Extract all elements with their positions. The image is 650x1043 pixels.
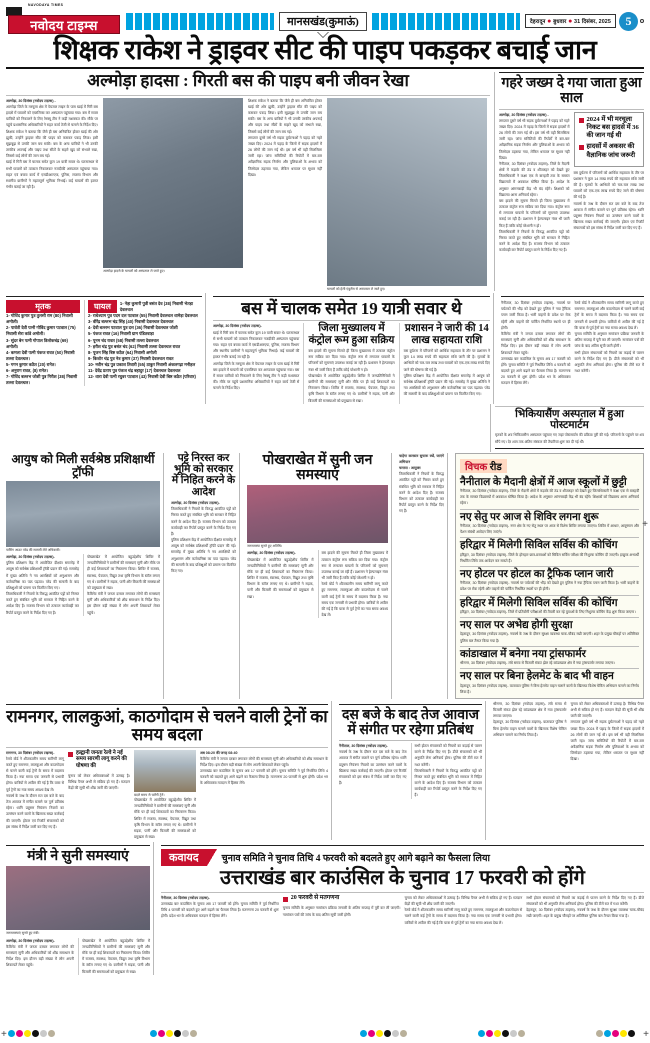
year-cont-body-2: रेलवे बोर्ड ने शीतकालीन समय सारिणी लागू करते हुए रामनगर, लालकुआं और काठगोदाम से चलने वाली कई ट्रेनों के समय में बदलाव किया है। नया समय एक जनवरी से प्रभावी होगा। यात्रियों से अपील की गई है कि यात्रा से पूर्व ट्रेनों का नया समय अवश्य देख लें। (574, 301, 644, 330)
registration-dots (596, 1030, 635, 1037)
year-body-3: बस हादसे की सूचना मिलते ही जिला मुख्यालय में तत्काल कंट्रोल रूम सक्रिय कर दिया गया। कंट्रोल रूम से लगातार घायलों के परिजनों को सूचनाएं उपलब्ध कराई जा रही हैं। प्रशासन ने हेल्पलाइन नंबर भी जारी किए हैं ताकि कोई परेशानी न हो। (499, 198, 570, 228)
page-number-badge: 5 (619, 12, 638, 31)
ayush-dateline: अल्मोड़ा, 30 दिसंबर (नवोदय टाइम्स)- (6, 555, 55, 560)
train-text-col-1 (6, 750, 64, 841)
train-text-col-4 (200, 750, 328, 841)
minister-headline: मंत्री ने सुनी समस्याएं (27, 849, 129, 865)
bar-text-col-3 (405, 895, 523, 926)
train-dateline: रामनगर, 30 दिसंबर (नवोदय टाइम्स)- (6, 750, 55, 755)
train-body: रेलवे बोर्ड ने शीतकालीन समय सारिणी लागू करते हुए रामनगर, लालकुआं और काठगोदाम से चलने वाली कई ट्रेनों के समय में बदलाव किया है। नया समय एक जनवरी से प्रभावी होगा। यात्रियों से अपील की गई है कि यात्रा से पूर्व ट्रेनों का नया समय अवश्य देख लें। (6, 756, 64, 792)
kicker-slant-icon (207, 849, 217, 866)
pokhra-story (244, 453, 392, 699)
list-item: 4- कमला देवी पत्नी पंकज रावत (50) निवासी तल्ला देवलथल। (6, 349, 75, 361)
music-headline: दस बजे के बाद तेज आवाज में संगीत पर रहेगा प्रतिबंध (341, 707, 480, 738)
bar-body-3: चुनाव को लेकर अधिवक्ताओं में उत्साह है। विभिन्न पैनल अभी से सक्रिय हो गए हैं। मतदान केंद्रों की सूची भी शीघ्र जारी की जाएगी। (404, 895, 523, 906)
bar-council-kicker-text: चुनाव समिति ने चुनाव तिथि 4 फरवरी को बदलते हुए आगे बढ़ाने का फैसला लिया (221, 854, 490, 865)
year-body-4: जिलाधिकारी ने नियमों के विरुद्ध आवंटित पट्टों को निरस्त करते हुए संबंधित भूमि को सरकार में निहित करने के आदेश दिए हैं। राजस्व विभाग को तत्काल कार्यवाही कर रिपोर्ट प्रस्तुत करने के निर्देश दिए गए हैं। (499, 229, 570, 253)
pokhra-side-head: चाहेगा कलस्टर सुचारू रखें, जाएंगे अभियान (399, 453, 444, 464)
quick-read-tag (460, 457, 639, 475)
list-item: 6- पूनम चंद रावत (58) निवासी तल्ला देवलथल (88, 337, 159, 343)
square-bullet-icon (579, 145, 584, 150)
bus-body-x: अल्मोड़ा जिले के मरचूला क्षेत्र में पेयजल लाइन के पास खाई में गिरी बस हादसे में घायलों को एयरलिफ्ट कर अस्पताल पहुंचाया गया। बस में सवार यात्रियों को निकालने के लिए रेस्क्यू टीम ने कड़ी मशक्कत की। मौके पर पहुंचे प्रशासनिक अधिकारियों ने राहत कार्य तेजी से चलाने के निर्देश दिए। (213, 361, 300, 391)
registration-dots (8, 1030, 55, 1037)
lead-body-2b: लगातार दूसरे वर्ष भी सड़क दुर्घटनाओं ने पहाड़ को गहरे जख्म दिए। 2024 में पहाड़ के जिलों में सड़क हादसों में 26 लोगों की जान गई थी। इस वर्ष भी वही सिलसिला जारी रहा। जांच समितियों की रिपोर्टों में बार-बार अवैज्ञानिक सड़क निर्माण और पुलियाओं के अभाव को जिम्मेदार ठहराया गया, लेकिन धरातल पर सुधार नहीं दिखा। (248, 135, 322, 177)
train-photo-wrap (134, 750, 196, 841)
pokhra-side-body: जिलाधिकारी ने नियमों के विरुद्ध आवंटित पट्टों को निरस्त करते हुए संबंधित भूमि को सरकार में निहित करने के आदेश दिए हैं। राजस्व विभाग को तत्काल कार्यवाही कर रिपोर्ट प्रस्तुत करने के निर्देश दिए गए हैं। (399, 472, 444, 514)
list-item: 9- किशोर चंद्र पुत्र नेत्र कुमार (37) निवासी देवलथल रावत (88, 355, 174, 361)
list-item: 12- धारा देवी पत्नी रघुवर पटवाल (43) निवासी देवी बिष्ट कठैत (परिवार) (88, 374, 196, 380)
train-headline: रामनगर, लालकुआं, काठगोदाम से चलने वाली ट्रेनों का समय बदला (6, 706, 328, 745)
quick-read-tag-label (460, 459, 507, 473)
dead-list-header: मृतक (6, 300, 80, 313)
bar-body-2: चुनाव समिति के अनुसार नामांकन प्रक्रिया जनवरी के अंतिम सप्ताह में पूरी कर ली जाएगी। नामांकन पत्रों की जांच के बाद अंतिम सूची जारी होगी। (282, 906, 401, 917)
pokhra-caption: जनसमस्या सुनते हुए अतिथि। (247, 543, 283, 548)
ayush-photo (6, 481, 160, 547)
bus-sub-1-head: जिला मुख्यालय में कंट्रोल रूम हुआ सक्रिय (308, 323, 395, 346)
patta-dateline: अल्मोड़ा, 30 दिसंबर (नवोदय टाइम्स)- (171, 501, 220, 505)
year-bullet-box (574, 112, 645, 167)
dateline-sep-2: ● (568, 18, 573, 26)
pokhra-side-sub: चलाया : आयुक्त (399, 466, 421, 471)
bar-body-3b: रेलवे बोर्ड ने शीतकालीन समय सारिणी लागू करते हुए रामनगर, लालकुआं और काठगोदाम से चलने वाली कई ट्रेनों के समय में बदलाव किया है। नया समय एक जनवरी से प्रभावी होगा। यात्रियों से अपील की गई है कि यात्रा से पूर्व ट्रेनों का नया समय अवश्य देख लें। (404, 908, 523, 925)
pokhra-body: पोखराखेत में आयोजित बहुउद्देशीय शिविर में जनप्रतिनिधियों ने ग्रामीणों की समस्याएं सुनीं और मौके पर ही कई शिकायतों का निस्तारण किया। शिविर में राजस्व, स्वास्थ्य, पेयजल, विद्युत तथा कृषि विभाग के स्टॉल लगाए गए थे। ग्रामीणों ने सड़क, पानी और बिजली की समस्याओं को प्रमुखता से रखा। (247, 557, 314, 599)
quick-item-head[interactable]: हरिद्वार में मिलेगी सिविल सर्विस की कोचिंग (460, 597, 618, 609)
year-bullet-item (579, 116, 640, 141)
train-right-note: अब 08:20 की जगह 08:40 (200, 750, 238, 755)
crop-mark-icon: + (1, 1029, 7, 1040)
bus-sub-1-body-2: पोखराखेत में आयोजित बहुउद्देशीय शिविर में जनप्रतिनिधियों ने ग्रामीणों की समस्याएं सुनीं और मौके पर ही कई शिकायतों का निस्तारण किया। शिविर में राजस्व, स्वास्थ्य, पेयजल, विद्युत तथा कृषि विभाग के स्टॉल लगाए गए थे। ग्रामीणों ने सड़क, पानी और बिजली की समस्याओं को प्रमुखता से रखा। (308, 373, 395, 403)
bus-sub-2 (399, 323, 490, 403)
quick-item-body: हरिद्वार, 30 दिसंबर (नवोदय टाइम्स)- जिले में प्रतियोगी परीक्षाओं की तैयारी कर रहे युवाओं के लिए निशुल्क कोचिंग केंद्र शुरू किया जाएगा। (460, 609, 636, 614)
ayush-text-col-1 (6, 554, 79, 616)
bar-council-kicker (161, 849, 644, 866)
bar-council-kicker-tag: कवायद (161, 849, 207, 866)
train-bullet-col (68, 750, 130, 841)
quick-item-head[interactable]: नए साल पर अभेद्य होगी सुरक्षा (460, 620, 573, 632)
lead-photo-left-caption: अल्मोड़ा हादसे के घायलों को अस्पताल ले जाते हुए। (103, 268, 165, 273)
lead-text-col-1 (6, 98, 98, 291)
minister-body: कैबिनेट मंत्री ने जनता दरबार लगाकर लोगों की समस्याएं सुनीं और अधिकारियों को शीघ्र समाधान के निर्देश दिए। इस दौरान बड़ी संख्या में लोग अपनी शिकायतें लेकर पहुंचे। (6, 944, 74, 968)
pokhra-dateline: अल्मोड़ा, 30 दिसंबर (नवोदय टाइम्स)- (247, 551, 296, 556)
train-body-4b: उत्तराखंड बार काउंसिल के चुनाव अब 17 फरवरी को होंगे। चुनाव समिति ने पूर्व निर्धारित तिथि 4 फरवरी को बदलते हुए आगे बढ़ाने का फैसला लिया है। मतगणना 20 फरवरी से शुरू होगी। प्रदेश भर के अधिवक्ता मतदान में हिस्सा लेंगे। (200, 769, 328, 786)
masthead (6, 0, 644, 34)
quick-item-body: श्रीनगर, 30 दिसंबर (नवोदय टाइम्स)- लंबे समय से बिजली संकट झेल रहे कांडाखाल क्षेत्र में नया ट्रांसफार्मर लगाया जाएगा। (460, 661, 615, 666)
year-bullet-text-2: हादसों में अकसर की वैज्ञानिक जांच जरूरी (586, 143, 636, 159)
list-item: 3- वीरेंद्र बल्लभ चंद्र सिंह (40) निवासी देवलथल देवलथल (88, 319, 174, 325)
logo-latin-tag: NAVODAYA TIMES (28, 3, 64, 7)
lead-dateline: अल्मोड़ा, 30 दिसंबर (नवोदय टाइम्स) - (6, 98, 56, 103)
bus-dateline: अल्मोड़ा, 30 दिसंबर (नवोदय टाइम्स)- (213, 324, 262, 329)
list-item: 7- गोविंद बल्लभ जोशी पुत्र गिरीश (38) निवासी तल्ला देवलथल। (6, 374, 78, 386)
train-caption: बदले समय से चलेंगी ट्रेनें। (134, 792, 165, 797)
pokhra-photo (247, 485, 388, 543)
lead-body-2: शिक्षक राकेश ने बताया कि जैसे ही बस अनियंत्रित होकर खाई की ओर झुकी, उन्होंने ड्राइवर सीट की पाइप को कसकर पकड़ लिया। इसी सूझबूझ से उनकी जान बच सकी। बस के अन्य यात्रियों ने भी उनकी तरकीब अपनाई और पाइप तथा सीटों के सहारे खुद को संभाले रखा, जिससे कई लोगों की जान बच गई। (248, 98, 322, 134)
minister-caption: जनसमस्याएं सुनते हुए मंत्री। (6, 931, 40, 936)
ayush-story (6, 453, 164, 699)
ayush-body-2: पोखराखेत में आयोजित बहुउद्देशीय शिविर में जनप्रतिनिधियों ने ग्रामीणों की समस्याएं सुनीं और मौके पर ही कई शिकायतों का निस्तारण किया। शिविर में राजस्व, स्वास्थ्य, पेयजल, विद्युत तथा कृषि विभाग के स्टॉल लगाए गए थे। ग्रामीणों ने सड़क, पानी और बिजली की समस्याओं को प्रमुखता से रखा। (87, 555, 160, 590)
quick-read-tag-part1: विचक (465, 461, 488, 473)
pokhra-side-note (396, 453, 448, 699)
quick-item-body: देहरादून, 30 दिसंबर (नवोदय टाइम्स)- नववर्ष के जश्न के दौरान सुरक्षा व्यवस्था चाक-चौबंद रखी जाएगी। शहर के प्रमुख चौराहों पर अतिरिक्त पुलिस बल तैनात किया गया है। (460, 632, 639, 643)
logo-wordmark: नवोदय टाइम्स (8, 15, 120, 34)
injured-list-header: घायल (88, 300, 117, 313)
bus-sub-2-body-2: पुलिस प्रशिक्षण केंद्र में आयोजित दीक्षांत समारोह में आयुष को सर्वश्रेष्ठ प्रशिक्षार्थी ट्रॉफी प्रदान की गई। समारोह में मुख्य अतिथि ने नव आरक्षियों को अनुशासन और कर्तव्यनिष्ठा का पाठ पढ़ाया। परेड की सलामी के बाद प्रशिक्षुओं को प्रमाण पत्र वितरित किए गए। (403, 373, 490, 397)
list-item: 8- पूजन सिंह बिष्ट कठैत (64) निवासी अमोली (88, 349, 157, 355)
patta-story (168, 453, 240, 699)
year-body: लगातार दूसरे वर्ष भी सड़क दुर्घटनाओं ने पहाड़ को गहरे जख्म दिए। 2024 में पहाड़ के जिलों में सड़क हादसों में 26 लोगों की जान गई थी। इस वर्ष भी वही सिलसिला जारी रहा। जांच समितियों की रिपोर्टों में बार-बार अवैज्ञानिक सड़क निर्माण और पुलियाओं के अभाव को जिम्मेदार ठहराया गया, लेकिन धरातल पर सुधार नहीं दिखा। (499, 118, 570, 160)
lead-subheadline: अल्मोड़ा हादसा : गिरती बस की पाइप बनी जीवन रेखा (87, 71, 409, 91)
music-body-2: सभी होटल संचालकों को नियमों का कड़ाई से पालन करने के निर्देश दिए गए हैं। डीजे संचालकों को भी अनुमति लेना अनिवार्य होगा। पुलिस की टीमें रात में गश्त करेंगी। (414, 744, 482, 767)
right-cont-col-1 (493, 701, 567, 763)
list-item: 2- पार्वती देवी पत्नी गोविंद कुमार पटवाल (75) निवासी सेरा कांडे अमोली। (6, 325, 76, 337)
bar-bullet-text: 20 फरवरी से मतगणना (290, 894, 340, 901)
bar-text-col-4 (526, 895, 644, 926)
minister-dateline: अल्मोड़ा, 30 दिसंबर (नवोदय टाइम्स)- (6, 938, 55, 943)
minister-text-col-1 (6, 938, 74, 975)
bar-bullet-col (283, 895, 401, 926)
year-cont-body-2b: चुनाव समिति के अनुसार नामांकन प्रक्रिया जनवरी के अंतिम सप्ताह में पूरी कर ली जाएगी। नामांकन पत्रों की जांच के बाद अंतिम सूची जारी होगी। (574, 331, 644, 349)
year-cont-col-1 (501, 300, 571, 386)
year-continue (498, 293, 644, 404)
fifth-block (6, 842, 644, 975)
year-cont-body-1c: उत्तराखंड बार काउंसिल के चुनाव अब 17 फरवरी को होंगे। चुनाव समिति ने पूर्व निर्धारित तिथि 4 फरवरी को बदलते हुए आगे बढ़ाने का फैसला लिया है। मतगणना 20 फरवरी से शुरू होगी। प्रदेश भर के अधिवक्ता मतदान में हिस्सा लेंगे। (501, 356, 571, 386)
year-cont-body-2c: सभी होटल संचालकों को नियमों का कड़ाई से पालन करने के निर्देश दिए गए हैं। डीजे संचालकों को भी अनुमति लेना अनिवार्य होगा। पुलिस की टीमें रात में गश्त करेंगी। (574, 350, 644, 374)
quick-item-head[interactable]: नए सेतु पर आज से शिविर लगना शुरू (460, 511, 599, 523)
pokhra-text-col-2 (318, 550, 389, 618)
minister-text-col-2 (78, 938, 150, 975)
lead-photo-right (327, 98, 487, 286)
list-item: 6- अनुराग रावत, (8) रानेत। (6, 367, 48, 373)
postmortem-headline: भिकियासैंण अस्पताल में हुआ पोस्टमार्टम (515, 408, 624, 432)
list-item: 1- नेहा कुमारी पुत्री बसंत देव (38) निवासी भेतड़ा देवलथल (119, 300, 193, 312)
quick-item-body: हरिद्वार, 30 दिसंबर (नवोदय टाइम्स)- जिले के होनहार छात्र-छात्राओं को सिविल सर्विस परीक्षा की निशुल्क कोचिंग दी जाएगी। इच्छुक अभ्यर्थी निर्धारित तिथि तक आवेदन कर सकते हैं। (460, 552, 639, 563)
registration-dots (150, 1030, 197, 1037)
list-item: 5- गगन कुमार कठैत (20) रानेत। (6, 361, 56, 367)
stripe-bar-left (126, 13, 274, 30)
injured-list (84, 300, 202, 386)
list-item: 5- पंकज रावत (16) निवासी ग्राम पंडितवाड़ा (88, 331, 154, 337)
lead-body-1c: खाई में गिरी बस में चालक समेत कुल 19 यात्री सवार थे। घटनास्थल से सभी घायलों को तत्काल निकालकर नजदीकी अस्पताल पहुंचाया गया। राहत एवं बचाव कार्य में एसडीआरएफ, पुलिस, राजस्व विभाग और स्थानीय ग्रामीणों ने महत्वपूर्ण भूमिका निभाई। कई घायलों की हालत गंभीर बताई जा रही है। (6, 160, 98, 190)
quick-item-head[interactable]: नैनीताल के मैदानी क्षेत्रों में आज स्कूलों में छुट्टी (460, 476, 627, 488)
registration-dots (360, 1030, 407, 1037)
year-headline: गहरे जख्म दे गया जाता हुआ साल (501, 76, 642, 107)
music-story (336, 701, 486, 840)
postmortem-block (490, 404, 644, 452)
patta-body: जिलाधिकारी ने नियमों के विरुद्ध आवंटित पट्टों को निरस्त करते हुए संबंधित भूमि को सरकार में निहित करने के आदेश दिए हैं। राजस्व विभाग को तत्काल कार्यवाही कर रिपोर्ट प्रस्तुत करने के निर्देश दिए गए हैं। (171, 507, 236, 536)
train-body-3: पोखराखेत में आयोजित बहुउद्देशीय शिविर में जनप्रतिनिधियों ने ग्रामीणों की समस्याएं सुनीं और मौके पर ही कई शिकायतों का निस्तारण किया। शिविर में राजस्व, स्वास्थ्य, पेयजल, विद्युत तथा कृषि विभाग के स्टॉल लगाए गए थे। ग्रामीणों ने सड़क, पानी और बिजली की समस्याओं को प्रमुखता से रखा। (134, 798, 196, 840)
dead-list (6, 300, 80, 386)
bar-text-col-1 (161, 895, 279, 926)
quick-read-tag-part2: रीड (489, 461, 502, 473)
train-photo (134, 750, 196, 792)
bus-sub-1-body: बस हादसे की सूचना मिलते ही जिला मुख्यालय में तत्काल कंट्रोल रूम सक्रिय कर दिया गया। कंट्रोल रूम से लगातार घायलों के परिजनों को सूचनाएं उपलब्ध कराई जा रही हैं। प्रशासन ने हेल्पलाइन नंबर भी जारी किए हैं ताकि कोई परेशानी न हो। (308, 349, 395, 372)
top-block (6, 72, 644, 291)
lead-headline: शिक्षक राकेश ने ड्राइवर सीट की पाइप पकड़कर बचाई जान (6, 34, 644, 69)
dateline-city: देहरादून (529, 18, 546, 25)
quick-read-box (455, 453, 644, 699)
bus-text-col-1 (213, 323, 299, 403)
quick-item-body: नैनीताल, 30 दिसंबर (नवोदय टाइम्स)- जिले के मैदानी क्षेत्रों में कड़ाके की ठंड व शीतलहर को देखते हुए जिलाधिकारी ने कक्षा एक से बारहवीं तक के समस्त विद्यालयों में अवकाश घोषित किया है। आदेश के अनुसार आंगनबाड़ी केंद्र भी बंद रहेंगे। शिक्षकों को विद्यालय आना अनिवार्य रहेगा। (460, 489, 639, 506)
square-bullet-icon (579, 118, 584, 123)
lead-photo-left-wrap (103, 98, 243, 291)
right-cont-body-1: श्रीनगर, 30 दिसंबर (नवोदय टाइम्स)- लंबे समय से बिजली संकट झेल रहे कांडाखाल क्षेत्र में नया ट्रांसफार्मर लगाया जाएगा। (493, 701, 567, 719)
ayush-body-2b: कैबिनेट मंत्री ने जनता दरबार लगाकर लोगों की समस्याएं सुनीं और अधिकारियों को शीघ्र समाधान के निर्देश दिए। इस दौरान बड़ी संख्या में लोग अपनी शिकायतें लेकर पहुंचे। (87, 592, 160, 615)
quick-item-head[interactable]: नए होटल पर होटल का ट्रैफिक प्लान जारी (460, 568, 614, 580)
stripe-bar-right (372, 13, 520, 30)
pokhra-headline: पोखराखेत में सुनी जन समस्याएं (262, 452, 373, 483)
lead-story (6, 72, 490, 291)
registration-dots (478, 1030, 525, 1037)
music-text-col-1 (339, 743, 407, 799)
music-body-2b: जिलाधिकारी ने नियमों के विरुद्ध आवंटित पट्टों को निरस्त करते हुए संबंधित भूमि को सरकार में निहित करने के आदेश दिए हैं। राजस्व विभाग को तत्काल कार्यवाही कर रिपोर्ट प्रस्तुत करने के निर्देश दिए गए हैं। (414, 768, 482, 798)
dateline-sep-1: ● (547, 18, 552, 26)
minister-body-2: पोखराखेत में आयोजित बहुउद्देशीय शिविर में जनप्रतिनिधियों ने ग्रामीणों की समस्याएं सुनीं और मौके पर ही कई शिकायतों का निस्तारण किया। शिविर में राजस्व, स्वास्थ्य, पेयजल, विद्युत तथा कृषि विभाग के स्टॉल लगाए गए थे। ग्रामीणों ने सड़क, पानी और बिजली की समस्याओं को प्रमुखता से रखा। (82, 938, 150, 974)
year-dateline: अल्मोड़ा, 30 दिसंबर (नवोदय टाइम्स) - (499, 112, 549, 117)
lead-photo-right-wrap (327, 98, 487, 291)
bar-council-story (158, 842, 644, 975)
crop-mark-icon: + (643, 1029, 649, 1040)
list-item: 2- राधेश्याम पुत्र पदम दत्त पटवाल (55) निवासी देवलथल धामेड़ा देवलथल (88, 313, 198, 319)
quick-item-head[interactable]: हरिद्वार में मिलेगी सिविल सर्विस की कोचिंग (460, 540, 618, 552)
right-continue-block (490, 701, 644, 840)
list-item: 10- नवीन चंद्र पुत्र प्रकाश तिवारी (55) ठाकुर निवासी अंकलगढ़ा मनीहल (88, 361, 196, 367)
quick-item-head[interactable]: कांडाखाल में बनेगा नया ट्रांसफार्मर (460, 648, 586, 660)
year-bullet-item (579, 143, 640, 159)
year-body-side: बस दुर्घटना में परिजनों को आर्थिक सहायता के तौर पर प्रशासन ने कुल 14 लाख रुपये की सहायता राशि जारी की है। मृतकों के आश्रितों को चार-चार लाख तथा घायलों को एक-एक लाख रुपये दिए जाने की घोषणा की गई है। (573, 170, 644, 200)
registration-marks-bar (0, 1029, 650, 1041)
train-body-4: कैबिनेट मंत्री ने जनता दरबार लगाकर लोगों की समस्याएं सुनीं और अधिकारियों को शीघ्र समाधान के निर्देश दिए। इस दौरान बड़ी संख्या में लोग अपनी शिकायतें लेकर पहुंचे। (200, 756, 328, 767)
patta-headline: पट्टे निरस्त कर भूमि को सरकार में निहित करने के आदेश (171, 452, 236, 498)
end-register-dot (640, 19, 644, 23)
lead-body-1: अल्मोड़ा जिले के मरचूला क्षेत्र में पेयजल लाइन के पास खाई में गिरी बस हादसे में घायलों को एयरलिफ्ट कर अस्पताल पहुंचाया गया। बस में सवार यात्रियों को निकालने के लिए रेस्क्यू टीम ने कड़ी मशक्कत की। मौके पर पहुंचे प्रशासनिक अधिकारियों ने राहत कार्य तेजी से चलाने के निर्देश दिए। (6, 104, 98, 128)
list-item: 7- हरीश चंद्र पुत्र बसंत चंद (62) निवासी तल्ला देवलथल रावत (88, 343, 181, 349)
bar-dateline: नैनीताल, 30 दिसंबर (नवोदय टाइम्स)- (161, 895, 210, 900)
year-cont-body-1b: कैबिनेट मंत्री ने जनता दरबार लगाकर लोगों की समस्याएं सुनीं और अधिकारियों को शीघ्र समाधान के निर्देश दिए। इस दौरान बड़ी संख्या में लोग अपनी शिकायतें लेकर पहुंचे। (501, 331, 571, 355)
bar-bullet (283, 895, 401, 903)
year-body-side-2: नववर्ष के जश्न के दौरान रात दस बजे के बाद तेज आवाज में संगीत बजाने पर पूर्ण प्रतिबंध रहेगा। ध्वनि प्रदूषण नियंत्रण नियमों का उल्लंघन करने वालों के खिलाफ सख्त कार्रवाई की जाएगी। होटल एवं रिजॉर्ट संचालकों को इस संबंध में निर्देश जारी कर दिए गए हैं। (573, 201, 644, 231)
pokhra-body-2: बस हादसे की सूचना मिलते ही जिला मुख्यालय में तत्काल कंट्रोल रूम सक्रिय कर दिया गया। कंट्रोल रूम से लगातार घायलों के परिजनों को सूचनाएं उपलब्ध कराई जा रही हैं। प्रशासन ने हेल्पलाइन नंबर भी जारी किए हैं ताकि कोई परेशानी न हो। (321, 551, 388, 581)
publication-logo[interactable] (6, 3, 124, 34)
quick-item-body: देहरादून, 30 दिसंबर (नवोदय टाइम्स)- यातायात पुलिस ने बिना हेलमेट वाहन चलाने वालों के खिलाफ विशेष चेकिंग अभियान चलाने का निर्णय लिया है। (460, 683, 639, 694)
pokhra-body-2b: रेलवे बोर्ड ने शीतकालीन समय सारिणी लागू करते हुए रामनगर, लालकुआं और काठगोदाम से चलने वाली कई ट्रेनों के समय में बदलाव किया है। नया समय एक जनवरी से प्रभावी होगा। यात्रियों से अपील की गई है कि यात्रा से पूर्व ट्रेनों का नया समय अवश्य देख लें। (321, 582, 388, 618)
bus-sub-2-head: प्रशासन ने जारी की 14 लाख सहायता राशि (404, 323, 489, 346)
edition-tab-notch (317, 31, 329, 37)
train-body-2: चुनाव को लेकर अधिवक्ताओं में उत्साह है। विभिन्न पैनल अभी से सक्रिय हो गए हैं। मतदान केंद्रों की सूची भी शीघ्र जारी की जाएगी। (68, 773, 130, 791)
crop-mark-icon: + (642, 519, 648, 530)
right-cont-body-2: चुनाव को लेकर अधिवक्ताओं में उत्साह है। विभिन्न पैनल अभी से सक्रिय हो गए हैं। मतदान केंद्रों की सूची भी शीघ्र जारी की जाएगी। (570, 701, 644, 719)
third-block (6, 453, 644, 699)
list-item: 1- गोविंद कुमार पुत्र तुलसी राम (80) निवासी अमोली। (6, 313, 73, 325)
music-body: नववर्ष के जश्न के दौरान रात दस बजे के बाद तेज आवाज में संगीत बजाने पर पूर्ण प्रतिबंध रहेगा। ध्वनि प्रदूषण नियंत्रण नियमों का उल्लंघन करने वालों के खिलाफ सख्त कार्रवाई की जाएगी। होटल एवं रिजॉर्ट संचालकों को इस संबंध में निर्देश जारी कर दिए गए हैं। (339, 750, 407, 786)
victims-block (6, 293, 206, 404)
bar-body-4b: देहरादून, 30 दिसंबर (नवोदय टाइम्स)- नववर्ष के जश्न के दौरान सुरक्षा व्यवस्था चाक-चौबंद रखी जाएगी। शहर के प्रमुख चौराहों पर अतिरिक्त पुलिस बल तैनात किया गया है। (526, 908, 644, 919)
lead-text-col-2 (248, 98, 322, 291)
bus-headline: बस में चालक समेत 19 यात्री सवार थे (241, 299, 462, 319)
year-cont-col-2 (575, 300, 645, 386)
quick-item-body: नैनीताल, 30 दिसंबर (नवोदय टाइम्स)- नगर क्षेत्र के नए सेतु स्थल पर आज से विशेष शिविर लगाया जाएगा। शिविर में आधार, आयुष्मान और पेंशन संबंधी आवेदन लिए जाएंगे। (460, 523, 639, 535)
postmortem-body: मृतकों के शव भिकियासैंण अस्पताल पहुंचाए गए जहां पोस्टमार्टम की प्रक्रिया पूरी की गई। परिजनों के पहुंचने पर शव सौंपे गए। देर शाम तक अंतिम संस्कार की तैयारियां शुरू कर दी गई थीं। (495, 433, 644, 444)
bar-council-headline: उत्तराखंड बार काउंसिल के चुनाव 17 फरवरी को होंगे (220, 867, 585, 890)
right-cont-body-1b: देहरादून, 30 दिसंबर (नवोदय टाइम्स)- यातायात पुलिस ने बिना हेलमेट वाहन चलाने वालों के खिलाफ विशेष चेकिंग अभियान चलाने का निर्णय लिया है। (493, 720, 567, 737)
lead-photo-right-caption: घायलों को हेली एंबुलेंस से अस्पताल ले जाते हुए। (327, 286, 386, 291)
minister-photo (6, 866, 150, 930)
ayush-text-col-2 (83, 554, 160, 616)
year-bullet-text-1: 2024 में भी मरचूला निकट बस हादसे में 36 की जान गई थी (586, 115, 639, 140)
pokhra-text-col-1 (247, 550, 314, 618)
lead-body-1b: शिक्षक राकेश ने बताया कि जैसे ही बस अनियंत्रित होकर खाई की ओर झुकी, उन्होंने ड्राइवर सीट की पाइप को कसकर पकड़ लिया। इसी सूझबूझ से उनकी जान बच सकी। बस के अन्य यात्रियों ने भी उनकी तरकीब अपनाई और पाइप तथा सीटों के सहारे खुद को संभाले रखा, जिससे कई लोगों की जान बच गई। (6, 129, 98, 159)
second-block (6, 293, 644, 404)
list-item: 11- देवेंद्र प्रताप पुत्र पंकज चंद्र बहादुर (17) देवलथल देवलथल (88, 367, 181, 373)
postmortem-strip (6, 404, 644, 452)
ayush-body: पुलिस प्रशिक्षण केंद्र में आयोजित दीक्षांत समारोह में आयुष को सर्वश्रेष्ठ प्रशिक्षार्थी ट्रॉफी प्रदान की गई। समारोह में मुख्य अतिथि ने नव आरक्षियों को अनुशासन और कर्तव्यनिष्ठा का पाठ पढ़ाया। परेड की सलामी के बाद प्रशिक्षुओं को प्रमाण पत्र वितरित किए गए। (6, 561, 79, 590)
patta-body-2: पुलिस प्रशिक्षण केंद्र में आयोजित दीक्षांत समारोह में आयुष को सर्वश्रेष्ठ प्रशिक्षार्थी ट्रॉफी प्रदान की गई। समारोह में मुख्य अतिथि ने नव आरक्षियों को अनुशासन और कर्तव्यनिष्ठा का पाठ पढ़ाया। परेड की सलामी के बाद प्रशिक्षुओं को प्रमाण पत्र वितरित किए गए। (171, 538, 236, 573)
year-story (494, 72, 644, 291)
train-body-b: नववर्ष के जश्न के दौरान रात दस बजे के बाद तेज आवाज में संगीत बजाने पर पूर्ण प्रतिबंध रहेगा। ध्वनि प्रदूषण नियंत्रण नियमों का उल्लंघन करने वालों के खिलाफ सख्त कार्रवाई की जाएगी। होटल एवं रिजॉर्ट संचालकों को इस संबंध में निर्देश जारी कर दिए गए हैं। (6, 793, 64, 829)
bar-body-4: सभी होटल संचालकों को नियमों का कड़ाई से पालन करने के निर्देश दिए गए हैं। डीजे संचालकों को भी अनुमति लेना अनिवार्य होगा। पुलिस की टीमें रात में गश्त करेंगी। (526, 895, 644, 906)
year-bullets-col (574, 112, 645, 254)
bus-sub-1 (303, 323, 394, 403)
dateline-date: 31 दिसंबर, 2025 (574, 18, 611, 25)
ayush-caption: पासिंग आउट परेड की सलामी लेते अधिकारी। (6, 547, 61, 552)
list-item: 3- सुंदर बेन पत्नी गोपाल त्रिलोकचंद्र (69) अमोली। (6, 337, 68, 349)
ayush-body-b: जिलाधिकारी ने नियमों के विरुद्ध आवंटित पट्टों को निरस्त करते हुए संबंधित भूमि को सरकार में निहित करने के आदेश दिए हैं। राजस्व विभाग को तत्काल कार्यवाही कर रिपोर्ट प्रस्तुत करने के निर्देश दिए गए हैं। (6, 592, 79, 615)
train-bullet-text: हल्द्वानी जनता रेल्वे ने नई समय सारणी लागू करने की घोषणा की (76, 749, 127, 770)
year-body-2: नैनीताल, 30 दिसंबर (नवोदय टाइम्स)- जिले के मैदानी क्षेत्रों में कड़ाके की ठंड व शीतलहर को देखते हुए जिलाधिकारी ने कक्षा एक से बारहवीं तक के समस्त विद्यालयों में अवकाश घोषित किया है। आदेश के अनुसार आंगनबाड़ी केंद्र भी बंद रहेंगे। शिक्षकों को विद्यालय आना अनिवार्य रहेगा। (499, 161, 570, 197)
music-dateline: नैनीताल, 30 दिसंबर (नवोदय टाइम्स)- (339, 744, 388, 749)
dateline-box (525, 14, 616, 28)
right-cont-body-2b: लगातार दूसरे वर्ष भी सड़क दुर्घटनाओं ने पहाड़ को गहरे जख्म दिए। 2024 में पहाड़ के जिलों में सड़क हादसों में 26 लोगों की जान गई थी। इस वर्ष भी वही सिलसिला जारी रहा। जांच समितियों की रिपोर्टों में बार-बार अवैज्ञानिक सड़क निर्माण और पुलियाओं के अभाव को जिम्मेदार ठहराया गया, लेकिन धरातल पर सुधार नहीं दिखा। (570, 720, 644, 762)
square-bullet-icon (68, 752, 73, 757)
bus-story (210, 293, 494, 404)
bus-sub-2-body: बस दुर्घटना में परिजनों को आर्थिक सहायता के तौर पर प्रशासन ने कुल 14 लाख रुपये की सहायता राशि जारी की है। मृतकों के आश्रितों को चार-चार लाख तथा घायलों को एक-एक लाख रुपये दिए जाने की घोषणा की गई है। (403, 349, 490, 372)
music-text-col-2 (411, 743, 483, 799)
year-text-col (499, 112, 570, 254)
edition-tab[interactable] (279, 12, 367, 31)
dateline-day: बुधवार (553, 18, 567, 25)
quick-item-head[interactable]: नए साल पर बिना हेलमेट के बाद भी वाहन (460, 671, 614, 683)
quick-item-body: नैनीताल, 30 दिसंबर (नवोदय टाइम्स)- नववर्ष पर पर्यटकों की भीड़ को देखते हुए पुलिस ने नया ट्रैफिक प्लान जारी किया है। भारी वाहनों के प्रवेश पर रोक रहेगी और वाहनों की पार्किंग निर्धारित स्थलों पर ही होगी। (460, 581, 639, 592)
train-story (6, 701, 332, 840)
lead-photo-left (103, 98, 243, 268)
bar-body: उत्तराखंड बार काउंसिल के चुनाव अब 17 फरवरी को होंगे। चुनाव समिति ने पूर्व निर्धारित तिथि 4 फरवरी को बदलते हुए आगे बढ़ाने का फैसला लिया है। मतगणना 20 फरवरी से शुरू होगी। प्रदेश भर के अधिवक्ता मतदान में हिस्सा लेंगे। (161, 902, 279, 919)
bus-body: खाई में गिरी बस में चालक समेत कुल 19 यात्री सवार थे। घटनास्थल से सभी घायलों को तत्काल निकालकर नजदीकी अस्पताल पहुंचाया गया। राहत एवं बचाव कार्य में एसडीआरएफ, पुलिस, राजस्व विभाग और स्थानीय ग्रामीणों ने महत्वपूर्ण भूमिका निभाई। कई घायलों की हालत गंभीर बताई जा रही है। (213, 330, 300, 360)
ayush-headline: आयुष को मिली सर्वश्रेष्ठ प्रशिक्षार्थी ट्रॉफी (11, 451, 155, 479)
minister-story (6, 842, 154, 975)
fourth-block (6, 701, 644, 840)
square-bullet-icon (283, 897, 288, 902)
year-cont-body-1: नैनीताल, 30 दिसंबर (नवोदय टाइम्स)- नववर्ष पर पर्यटकों की भीड़ को देखते हुए पुलिस ने नया ट्रैफिक प्लान जारी किया है। भारी वाहनों के प्रवेश पर रोक रहेगी और वाहनों की पार्किंग निर्धारित स्थलों पर ही होगी। (501, 301, 571, 330)
quick-read-block (452, 453, 644, 699)
edition-tab-label: मानसखंड(कुमाऊं) (279, 12, 367, 31)
train-bullet (68, 750, 130, 770)
right-cont-col-2 (571, 701, 645, 763)
list-item: 4- देवी बल्लभ पटवाल पुत्र दत्त (36) निवासी देवलथल जोशी (88, 325, 178, 331)
